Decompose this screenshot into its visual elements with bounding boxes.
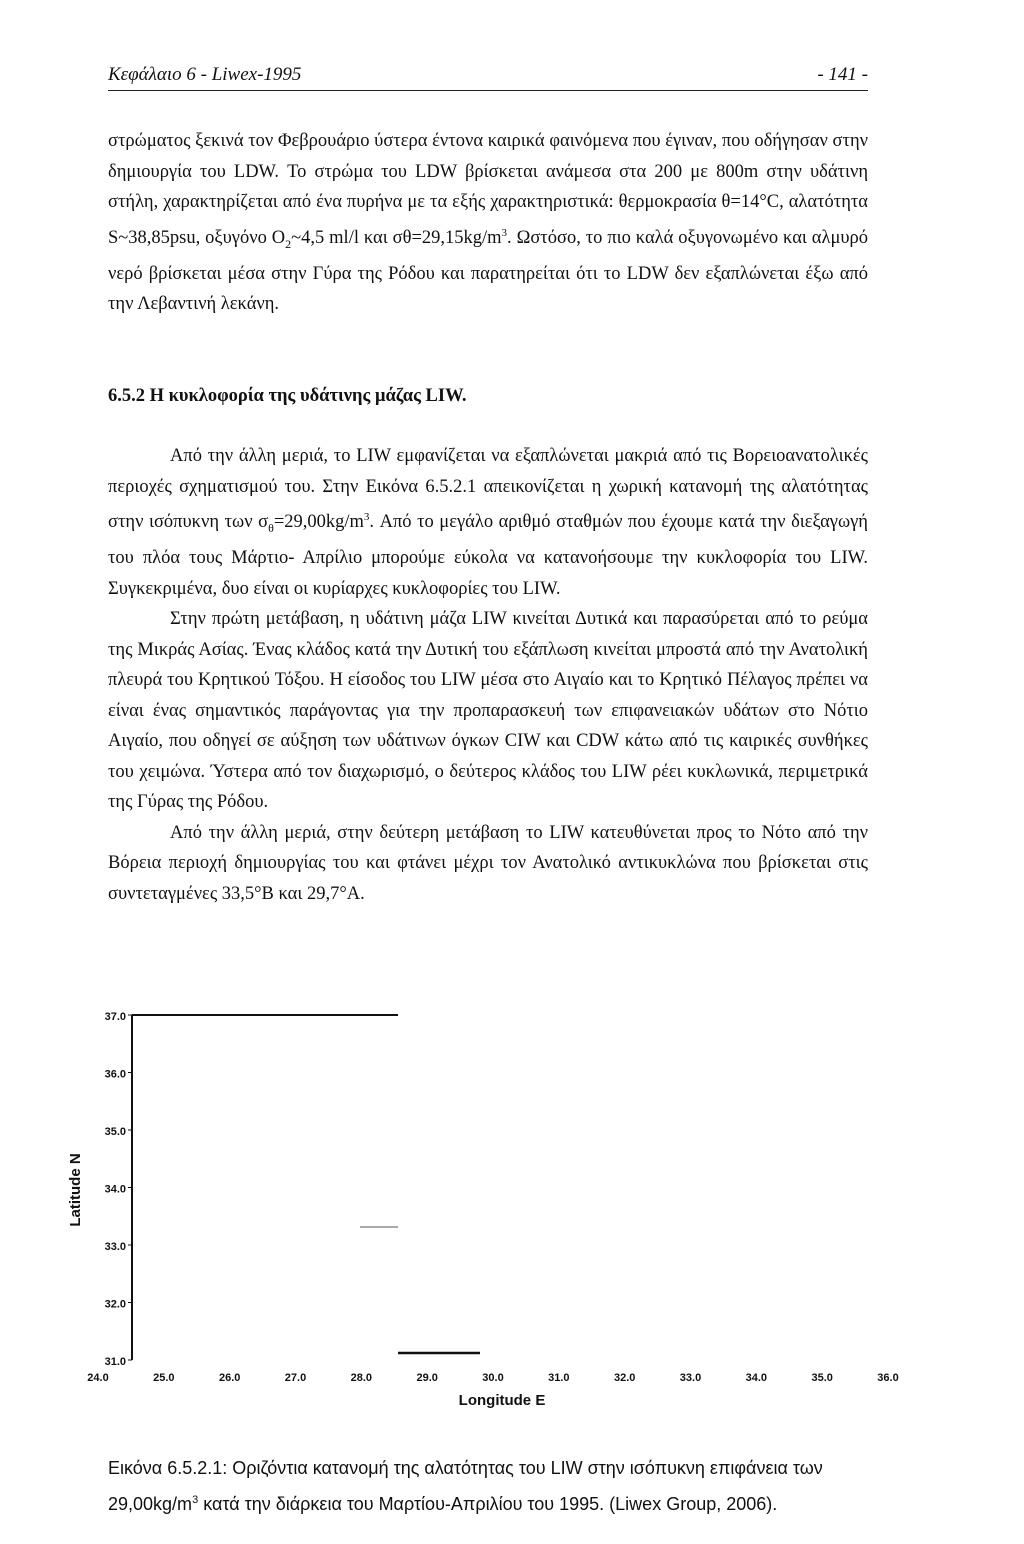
- subscript: θ: [268, 520, 274, 535]
- page-header: [108, 64, 868, 91]
- y-tick-labels: [105, 1011, 132, 1368]
- x-tick-label: 29.0: [416, 1372, 438, 1384]
- intro-paragraph-block: [108, 126, 868, 320]
- caption-line: Εικόνα 6.5.2.1: Οριζόντια κατανομή της αλατότητας του LIW στην ισόπυκνη επιφάνεια των: [108, 1458, 823, 1478]
- y-tick-label: 34.0: [104, 1183, 126, 1196]
- x-tick-label: 32.0: [613, 1372, 636, 1384]
- superscript: 3: [501, 226, 508, 239]
- y-tick-label: 32.0: [104, 1298, 126, 1311]
- text-run: . Από το μεγάλο αριθμό σταθμών που έχουμε κατά την διεξαγωγή του πλόα τους Μάρτιο- Απρίλιο μπορούμε εύκολα να κατανοήσουμε την κυκλοφορία του LIW. Συγκεκριμένα, δυο είναι οι κυρίαρχες κυκλοφορίες του LIW.: [108, 512, 868, 599]
- salinity-figure: [40, 995, 940, 1420]
- y-axis-label: Latitude N: [67, 1153, 84, 1227]
- x-tick-label: 36.0: [877, 1372, 899, 1384]
- paragraph: [108, 126, 868, 320]
- text-run: 29,00kg/m: [108, 1494, 193, 1514]
- x-tick-label: 34.0: [745, 1372, 768, 1384]
- paragraph: Από την άλλη μεριά, στην δεύτερη μετάβαση το LIW κατευθύνεται προς το Νότο από την Βόρεια περιοχή δημιουργίας του και φτάνει μέχρι τον Ανατολικό αντικυκλώνα που βρίσκεται στις συντεταγμένες 33,5°Β και 29,7°Α.: [108, 822, 868, 904]
- x-tick-label: 27.0: [284, 1372, 307, 1384]
- figure-plot: [40, 995, 940, 1420]
- caption-line: [108, 1484, 908, 1520]
- x-tick-label: 35.0: [811, 1372, 833, 1384]
- y-tick-label: 31.0: [104, 1356, 126, 1368]
- superscript: 3: [363, 511, 370, 523]
- section-title: 6.5.2 Η κυκλοφορία της υδάτινης μάζας LIW.: [108, 386, 467, 406]
- y-tick-label: 37.0: [104, 1011, 126, 1023]
- x-tick-label: 26.0: [218, 1372, 241, 1384]
- x-tick-label: 24.0: [87, 1372, 109, 1384]
- y-tick-label: 33.0: [104, 1241, 126, 1253]
- x-tick-label: 30.0: [482, 1372, 504, 1384]
- text-run: Από την άλλη μεριά, το LIW εμφανίζεται να εξαπλώνεται μακριά από τις Βορειοανατολικές περιοχές σχηματισμού του. Στην Εικόνα 6.5.2.1 απεικονίζεται η χωρική κατανομή της αλατότητας στην ισόπυκνη των σ: [108, 446, 868, 533]
- text-run: στρώματος ξεκινά τον Φεβρουάριο ύστερα έντονα καιρικά φαινόμενα που έγιναν, που οδήγησαν στην δημιουργία του LDW. Το στρώμα του LDW βρίσκεται ανάμεσα στα 200 με 800m στην υδάτινη στήλη, χαρακτηρίζεται από ένα πυρήνα με τα εξής χαρακτηριστικά: θερμοκρασία θ=14°C, αλατότητα S~38,85psu, οξυγόνο O: [108, 131, 868, 248]
- x-tick-label: 33.0: [679, 1372, 702, 1384]
- x-tick-label: 25.0: [153, 1372, 175, 1384]
- page-number: - 141 -: [817, 64, 868, 85]
- text-run: . Ωστόσο, το πιο καλά οξυγονωμένο και αλμυρό νερό βρίσκεται μέσα στην Γύρα της Ρόδου και παρατηρείται ότι το LDW δεν εξαπλώνεται έξω από την Λεβαντινή λεκάνη.: [108, 227, 869, 315]
- y-tick-label: 36.0: [104, 1068, 126, 1081]
- section-body: [108, 441, 868, 909]
- subscript: 2: [285, 236, 292, 251]
- figure-caption: [108, 1452, 908, 1520]
- text-run: =29,00kg/m: [273, 512, 364, 533]
- text-run: κατά την διάρκεια του Μαρτίου-Απριλίου του 1995. (Liwex Group, 2006).: [198, 1494, 778, 1514]
- x-axis-label: Longitude E: [458, 1392, 546, 1409]
- chapter-title: Κεφάλαιο 6 - Liwex-1995: [108, 64, 302, 85]
- x-tick-labels: [87, 1372, 898, 1384]
- y-tick-label: 35.0: [104, 1126, 126, 1138]
- superscript: 3: [192, 1494, 199, 1506]
- text-run: ~4,5 ml/l και σθ=29,15kg/m: [291, 227, 502, 248]
- paragraph: [108, 441, 868, 604]
- x-tick-label: 28.0: [350, 1372, 373, 1384]
- paragraph: Στην πρώτη μετάβαση, η υδάτινη μάζα LIW κινείται Δυτικά και παρασύρεται από το ρεύμα της Μικράς Ασίας. Ένας κλάδος κατά την Δυτική του εξάπλωση κινείται μπροστά από την Ανατολική πλευρά του Κρητικού Τόξου. Η είσοδος του LIW μέσα στο Αιγαίο και το Κρητικό Πέλαγος πρέπει να είναι ένας σημαντικός παράγοντας για την προπαρασκευή των επιφανειακών υδάτων στο Νότιο Αιγαίο, που οδηγεί σε αύξηση των υδάτινων όγκων CIW και CDW κάτω από τις καιρικές συνθήκες του χειμώνα. Ύστερα από τον διαχωρισμό, ο δεύτερος κλάδος του LIW ρέει κυκλωνικά, περιμετρικά της Γύρας της Ρόδου.: [108, 609, 868, 813]
- x-tick-label: 31.0: [548, 1372, 570, 1384]
